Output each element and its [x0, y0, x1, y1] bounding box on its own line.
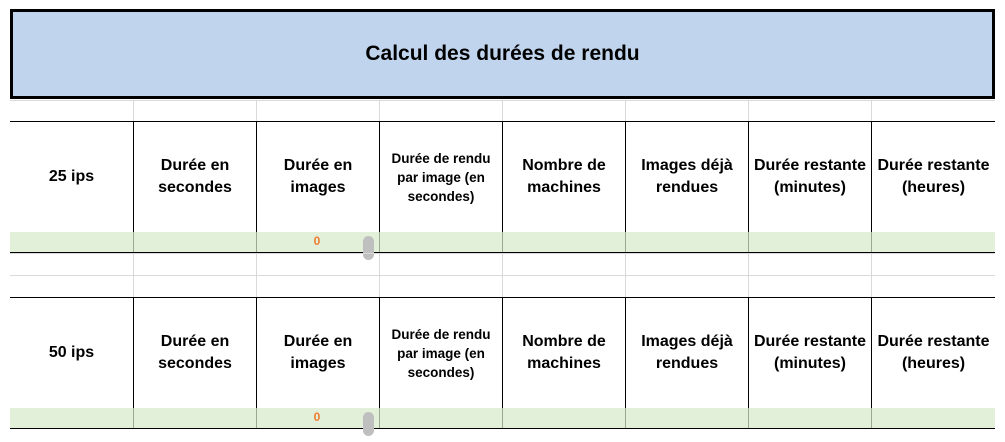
header-render-time-per-image: Durée de rendu par image (en secondes): [379, 298, 502, 408]
rate-label: 50 ips: [48, 344, 95, 361]
spacer-row: [10, 275, 995, 298]
header-render-time-per-image: Durée de rendu par image (en secondes): [379, 122, 502, 232]
page-title: Calcul des durées de rendu: [365, 42, 640, 65]
scroll-handle[interactable]: [363, 412, 374, 436]
header-machine-count: Nombre de machines: [502, 298, 625, 408]
table-row[interactable]: [10, 408, 995, 429]
rate-label: 25 ips: [48, 168, 95, 185]
title-bar: [10, 9, 995, 99]
header-machine-count: Nombre de machines: [502, 122, 625, 232]
header-images-rendered: Images déjà rendues: [625, 122, 748, 232]
duration-images-value[interactable]: 0: [313, 234, 321, 248]
header-duration-images: Durée en images: [256, 298, 379, 408]
header-duration-seconds: Durée en secondes: [133, 298, 256, 408]
header-duration-seconds: Durée en secondes: [133, 122, 256, 232]
header-remaining-hours: Durée restante (heures): [871, 298, 995, 408]
header-remaining-minutes: Durée restante (minutes): [748, 298, 871, 408]
table-row[interactable]: [10, 232, 995, 253]
spacer-row: [10, 100, 995, 123]
duration-images-value[interactable]: 0: [313, 410, 321, 424]
header-images-rendered: Images déjà rendues: [625, 298, 748, 408]
spacer-row: [10, 253, 995, 276]
header-duration-images: Durée en images: [256, 122, 379, 232]
table-header-row: [10, 297, 995, 409]
header-remaining-minutes: Durée restante (minutes): [748, 122, 871, 232]
header-remaining-hours: Durée restante (heures): [871, 122, 995, 232]
table-header-row: [10, 121, 995, 233]
